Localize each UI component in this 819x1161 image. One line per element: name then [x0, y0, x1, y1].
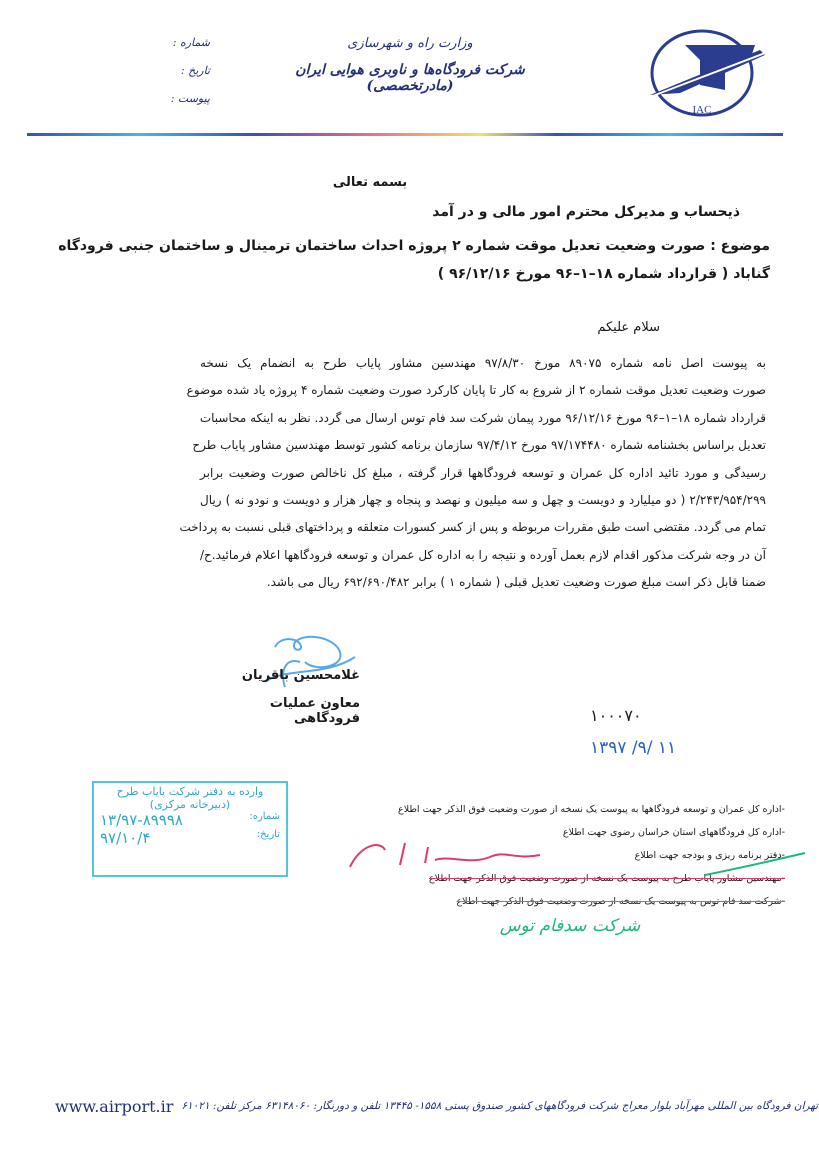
- number-field-label: شماره :: [172, 36, 210, 49]
- stamp-number-row: [100, 811, 280, 829]
- cc-item: -اداره کل فرودگاههای استان خراسان رضوی جهت اطلاع: [562, 827, 785, 838]
- greeting: سلام علیکم: [597, 320, 660, 335]
- body-line: تعدیل براساس بخشنامه شماره ۹۷/۱۷۴۴۸۰ مورخ ۹۷/۴/۱۲ سازمان برنامه کشور توسط مهندسین مشاور پایاب طرح: [192, 438, 766, 453]
- stamp-date-label: تاریخ:: [256, 829, 280, 840]
- cc-item: -اداره کل عمران و توسعه فرودگاهها به پیوست یک نسخه از صورت وضعیت فوق الذکر جهت اطلاع: [398, 804, 785, 815]
- signer-title: معاون عملیات فرودگاهی: [269, 696, 360, 726]
- registration-date: ۱۳۹۷ /۹/ ۱۱: [590, 738, 677, 758]
- footer: [55, 1091, 819, 1121]
- cc-item: -شرکت سد فام توس به پیوست یک نسخه از صورت وضعیت فوق الذکر جهت اطلاع: [456, 896, 785, 907]
- ministry-name: وزارت راه و شهرسازی: [347, 36, 473, 51]
- subject-line-2: گناباد ( قرارداد شماره ۱۸–۱–۹۶ مورخ ۹۶/۱۲/۱۶ ): [437, 266, 770, 282]
- basmala: بسمه تعالی: [332, 175, 408, 190]
- stamp-title: وارده به دفتر شرکت پایاب طرح: [116, 785, 264, 798]
- company-name: شرکت فرودگاه‌ها و ناوبری هوایی ایران (مادرتخصصی): [295, 62, 525, 94]
- body-line: ۲/۲۴۳/۹۵۴/۲۹۹ ( دو میلیارد و دویست و چهل و سه میلیون و نهصد و پنجاه و چهار هزار و دویست و نودو نه ) ریال: [200, 493, 766, 508]
- body-line: قرارداد شماره ۱۸–۱–۹۶ مورخ ۹۶/۱۲/۱۶ مورد پیمان شرکت سد فام توس ارسال می گردد. نظر به اینکه محاسبات: [199, 410, 766, 425]
- cc-item: -دفتر برنامه ریزی و بودجه جهت اطلاع: [634, 850, 785, 861]
- stamp-subtitle: (دبیرخانه مرکزی): [149, 798, 231, 811]
- signature-scribble: [245, 632, 375, 692]
- body-line: به پیوست اصل نامه شماره ۸۹۰۷۵ مورخ ۹۷/۸/۳۰ مهندسین مشاور پایاب طرح به انضمام یک نسخه: [200, 356, 766, 370]
- website-link[interactable]: www.airport.ir: [55, 1096, 174, 1116]
- signer-name: غلامحسین باقریان: [241, 668, 360, 683]
- stamp-date-row: [100, 829, 280, 847]
- subject: [30, 232, 770, 288]
- body-line: آن در وجه شرکت مذکور اقدام لازم بعمل آورده و نتیجه را به اداره کل عمران و توسعه فرودگاهها اعلام فرمائید.ح/: [200, 547, 766, 562]
- body-line: رسیدگی و مورد تائید اداره کل عمران و توسعه فرودگاهها قرار گرفته ، مبلغ کل ناخالص صورت وضعیت برابر: [200, 465, 766, 480]
- body-line: تمام می گردد. مقتضی است طبق مقررات مربوطه و پس از کسر کسورات متعلقه و پرداختهای قبلی نسبت به پرداخت: [179, 520, 766, 535]
- letter-body: [179, 350, 766, 597]
- logo-text: IAC: [692, 104, 712, 116]
- stamp-number-label: شماره:: [249, 811, 280, 822]
- body-line: صورت وضعیت تعدیل موقت شماره ۲ از شروع به کار تا پایان کارکرد صورت وضعیت شماره ۴ پروژه یاد شده موضوع: [186, 383, 766, 398]
- stamp-date-value: ۹۷/۱۰/۴: [100, 829, 151, 847]
- date-field-label: تاریخ :: [180, 64, 210, 77]
- subject-line-1: موضوع : صورت وضعیت تعدیل موقت شماره ۲ پروژه احداث ساختمان ترمینال و ساختمان جنبی فرودگاه: [58, 238, 770, 254]
- handwritten-red-note: [340, 835, 550, 875]
- letter-meta-fields: [150, 36, 210, 120]
- addressee: ذیحساب و مدیرکل محترم امور مالی و در آمد: [432, 204, 740, 220]
- attachment-field-label: پیوست :: [170, 92, 210, 105]
- iac-logo: [640, 25, 770, 120]
- handwritten-green-note: شرکت سدفام توس: [499, 916, 641, 936]
- check-mark-icon: [700, 850, 810, 880]
- receipt-stamp: [92, 781, 288, 877]
- cc-item: -مهندسین مشاور پایاب طرح به پیوست یک نسخه از صورت وضعیت فوق الذکر جهت اطلاع: [429, 873, 785, 884]
- registration-number: ۱۰۰۰۷۰: [590, 706, 642, 725]
- stamp-number-value: ۱۳/۹۷-۸۹۹۹۸: [100, 811, 183, 829]
- header-divider: [27, 133, 783, 136]
- footer-address: تهران فرودگاه بین المللی مهرآباد بلوار معراج شرکت فرودگاههای کشور صندوق پستی ۱۵۵۸- ۱۳۴۴۵ تلفن و دورنگار: ۶۳۱۴۸۰۶۰ مرکز تلفن: ۶۱۰۲۱: [181, 1100, 819, 1112]
- body-line: ضمنا قابل ذکر است مبلغ صورت وضعیت تعدیل قبلی ( شماره ۱ ) برابر ۶۹۲/۶۹۰/۴۸۲ ریال می باشد.: [266, 575, 766, 590]
